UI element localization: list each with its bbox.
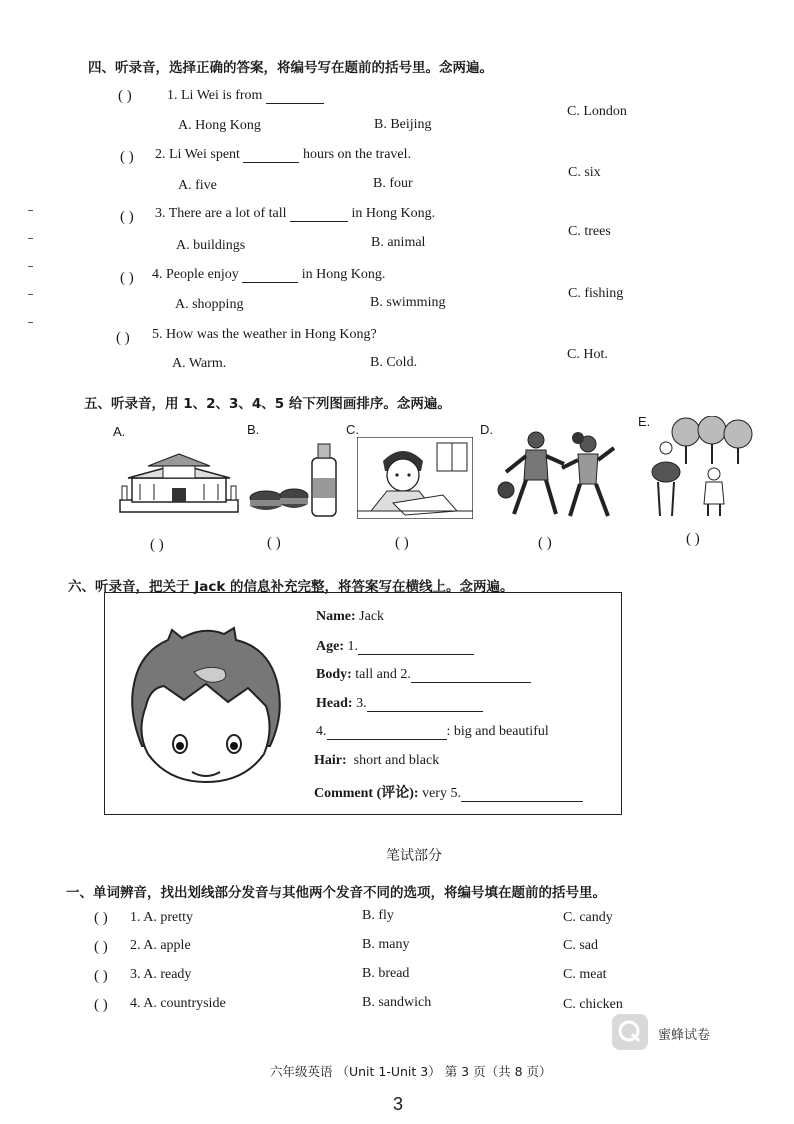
- option-c: C. meat: [563, 967, 607, 982]
- answer-paren[interactable]: ( ): [94, 910, 108, 926]
- option-a: A. Hong Kong: [178, 118, 261, 133]
- watermark-text: 蜜蜂试卷: [658, 1028, 711, 1043]
- option-b: B. fly: [362, 908, 394, 923]
- option-a: A. buildings: [176, 238, 246, 253]
- picture-letter-b: B.: [247, 422, 260, 437]
- option-a: 4. A. countryside: [130, 996, 226, 1011]
- answer-paren[interactable]: ( ): [116, 330, 130, 346]
- answer-paren[interactable]: ( ): [94, 939, 108, 955]
- answer-paren[interactable]: ( ): [120, 270, 134, 286]
- name-line: Name: Jack: [316, 609, 385, 624]
- picture-letter-d: D.: [480, 422, 493, 437]
- option-c: C. London: [567, 104, 627, 119]
- answer-paren[interactable]: ( ): [120, 149, 134, 165]
- option-b: B. four: [373, 176, 413, 191]
- body-blank[interactable]: [411, 682, 531, 683]
- picture-order-paren[interactable]: ( ): [267, 535, 281, 551]
- basketball-players-icon: [486, 428, 632, 524]
- eyes-blank[interactable]: [327, 739, 447, 740]
- picture-order-paren[interactable]: ( ): [150, 537, 164, 553]
- question-text: 2. Li Wei spent hours on the travel.: [155, 147, 412, 162]
- picture-letter-c: C.: [346, 422, 359, 437]
- section4-heading: 四、听录音，选择正确的答案，将编号写在题前的括号里。念两遍。: [88, 60, 493, 76]
- option-a: A. Warm.: [172, 356, 227, 371]
- option-a: A. five: [178, 178, 217, 193]
- age-line: Age: 1.: [316, 639, 474, 655]
- option-b: B. sandwich: [362, 995, 432, 1010]
- section5-heading: 五、听录音，用 1、2、3、4、5 给下列图画排序。念两遍。: [84, 396, 451, 412]
- question-text: 5. How was the weather in Hong Kong?: [152, 327, 377, 342]
- option-c: C. chicken: [563, 997, 623, 1012]
- burgers-drink-icon: [246, 440, 342, 520]
- option-a: 3. A. ready: [130, 967, 192, 982]
- option-b: B. swimming: [370, 295, 446, 310]
- boy-reading-icon: [357, 437, 473, 519]
- option-a: 1. A. pretty: [130, 910, 193, 925]
- picture-letter-e: E.: [638, 414, 651, 429]
- written-part-title: 笔试部分: [386, 848, 442, 864]
- head-line: Head: 3.: [316, 696, 483, 712]
- option-a: 2. A. apple: [130, 938, 191, 953]
- option-c: C. six: [568, 165, 601, 180]
- answer-blank[interactable]: [266, 103, 324, 104]
- option-b: B. Beijing: [374, 117, 432, 132]
- gate-building-icon: [118, 448, 240, 518]
- question-text: 1. Li Wei is from: [167, 88, 324, 104]
- age-blank[interactable]: [358, 654, 474, 655]
- answer-paren[interactable]: ( ): [94, 997, 108, 1013]
- written-heading: 一、单词辨音，找出划线部分发音与其他两个发音不同的选项，将编号填在题前的括号里。: [66, 885, 606, 901]
- picture-letter-a: A.: [113, 424, 126, 439]
- answer-paren[interactable]: ( ): [118, 88, 132, 104]
- picture-order-paren[interactable]: ( ): [686, 531, 700, 547]
- option-b: B. Cold.: [370, 355, 418, 370]
- fruit-picking-icon: [650, 416, 756, 522]
- picture-order-paren[interactable]: ( ): [538, 535, 552, 551]
- question-text: 4. People enjoy in Hong Kong.: [152, 267, 386, 282]
- option-b: B. animal: [371, 235, 426, 250]
- eyes-line: 4. : big and beautiful: [316, 724, 549, 739]
- head-blank[interactable]: [367, 711, 483, 712]
- section6-heading: 六、听录音，把关于 Jack 的信息补充完整，将答案写在横线上。念两遍。: [68, 579, 514, 595]
- answer-blank[interactable]: [242, 282, 298, 283]
- comment-line: Comment (评论): very 5.: [314, 782, 583, 802]
- boy-face-icon: [124, 626, 288, 784]
- option-a: A. shopping: [175, 297, 244, 312]
- body-line: Body: tall and 2.: [316, 667, 531, 683]
- answer-paren[interactable]: ( ): [94, 968, 108, 984]
- question-text: 3. There are a lot of tall in Hong Kong.: [155, 206, 436, 221]
- option-b: B. many: [362, 937, 410, 952]
- option-c: C. sad: [563, 938, 598, 953]
- watermark-logo-icon: [612, 1014, 648, 1050]
- option-c: C. trees: [568, 224, 611, 239]
- option-c: C. fishing: [568, 286, 624, 301]
- answer-blank[interactable]: [290, 221, 348, 222]
- option-c: C. candy: [563, 910, 613, 925]
- answer-blank[interactable]: [243, 162, 299, 163]
- page-footer: 六年级英语 （Unit 1-Unit 3） 第 3 页（共 8 页）: [270, 1064, 552, 1079]
- option-c: C. Hot.: [567, 347, 608, 362]
- hair-line: Hair: short and black: [314, 753, 440, 768]
- comment-blank[interactable]: [461, 801, 583, 802]
- answer-paren[interactable]: ( ): [120, 209, 134, 225]
- page-number: 3: [393, 1094, 404, 1114]
- option-b: B. bread: [362, 966, 410, 981]
- picture-order-paren[interactable]: ( ): [395, 535, 409, 551]
